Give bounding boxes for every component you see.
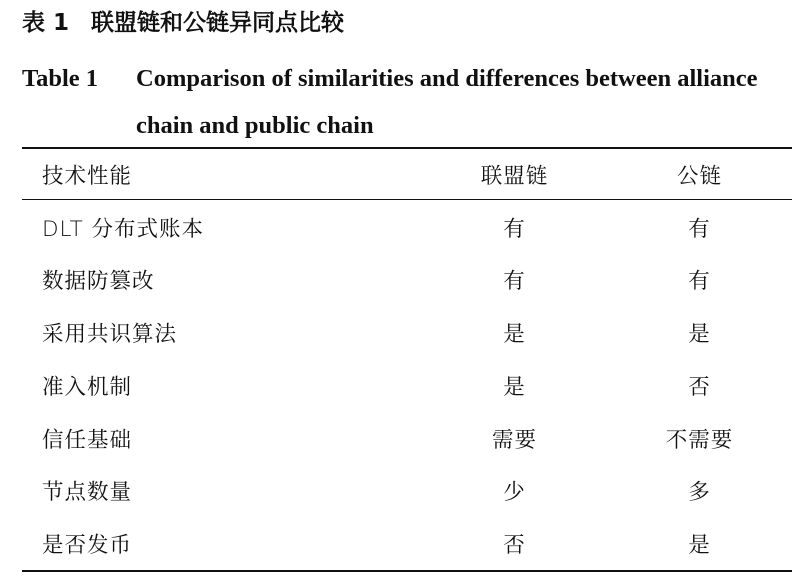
row-public-cell: 不需要 — [665, 427, 734, 453]
row-feature-cell: 数据防篡改 — [42, 268, 155, 294]
table-row — [22, 306, 792, 358]
header-technical-performance: 技术性能 — [42, 163, 133, 189]
row-alliance-cell: 是 — [503, 321, 526, 347]
row-feature-cell: 准入机制 — [42, 374, 133, 400]
table-caption-chinese — [22, 8, 344, 38]
table-number-chinese: 表 1 — [22, 10, 70, 36]
row-alliance-cell: 需要 — [491, 427, 537, 453]
row-public-cell: 多 — [688, 479, 711, 505]
header-public-chain: 公链 — [676, 163, 722, 189]
row-feature-cell: 节点数量 — [42, 479, 133, 505]
row-alliance-cell: 是 — [503, 374, 526, 400]
table-header-rule — [22, 199, 792, 200]
table-title-english: Comparison of similarities and differences between alliance chain and public chain — [136, 65, 758, 139]
row-alliance-cell: 有 — [503, 268, 526, 294]
row-public-cell: 否 — [688, 374, 711, 400]
table-header-row — [22, 148, 792, 200]
table-row — [22, 464, 792, 516]
table-row — [22, 412, 792, 464]
row-public-cell: 有 — [688, 216, 711, 242]
header-alliance-chain: 联盟链 — [480, 163, 549, 189]
table-row — [22, 253, 792, 305]
table-row — [22, 201, 792, 253]
row-public-cell: 是 — [688, 532, 711, 558]
row-feature-cell: DLT 分布式账本 — [42, 216, 205, 242]
row-public-cell: 是 — [688, 321, 711, 347]
table-number-english: Table 1 — [22, 65, 99, 92]
row-public-cell: 有 — [688, 268, 711, 294]
table-title-chinese: 联盟链和公链异同点比较 — [91, 10, 345, 36]
table-bottom-rule — [22, 570, 792, 572]
row-feature-cell: 采用共识算法 — [42, 321, 178, 347]
row-alliance-cell: 少 — [503, 479, 526, 505]
row-feature-cell: 信任基础 — [42, 427, 133, 453]
row-alliance-cell: 否 — [503, 532, 526, 558]
row-feature-cell: 是否发币 — [42, 532, 133, 558]
row-alliance-cell: 有 — [503, 216, 526, 242]
table-row — [22, 359, 792, 411]
table-caption-english — [22, 55, 797, 149]
table-row — [22, 517, 792, 569]
